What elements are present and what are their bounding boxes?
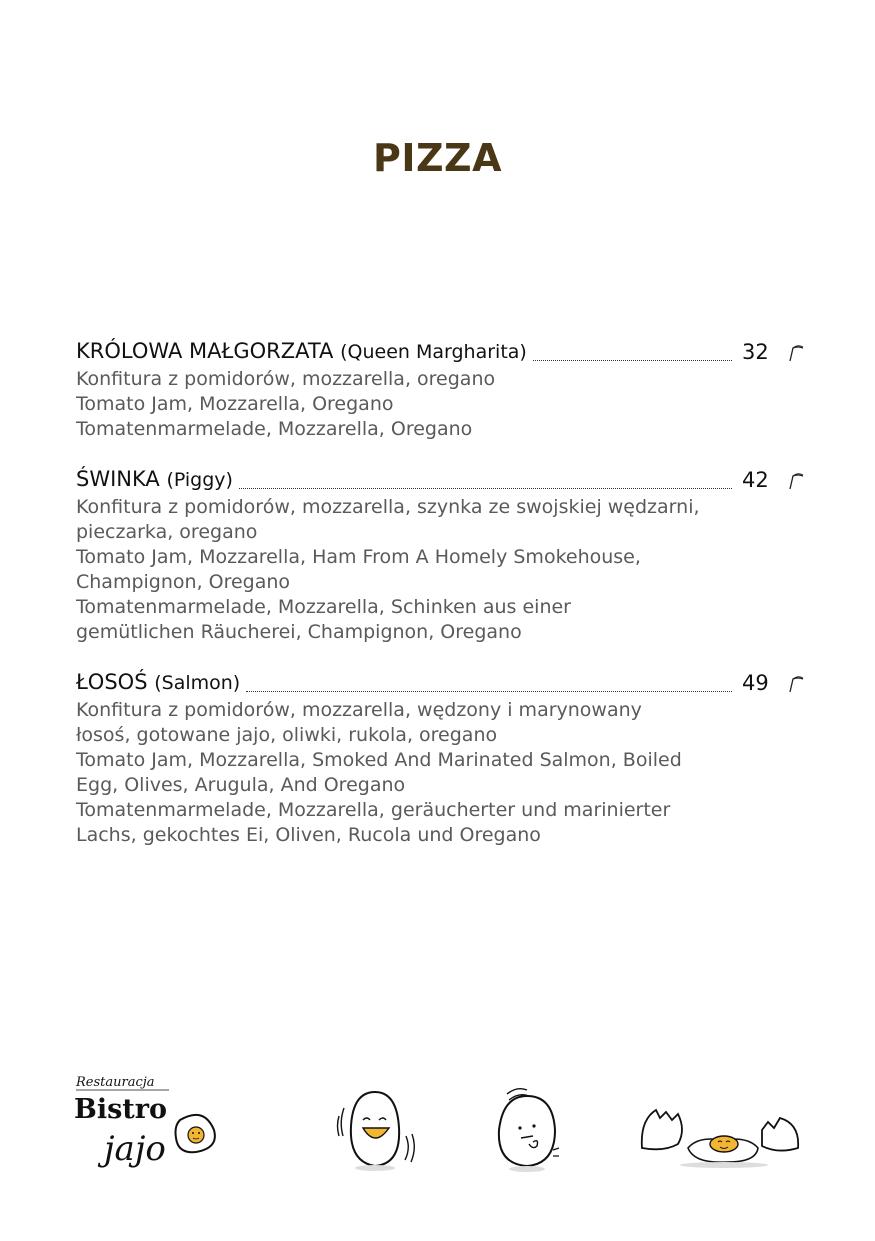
dot-leader bbox=[533, 359, 732, 361]
menu-item-header bbox=[76, 463, 806, 495]
menu-item bbox=[76, 335, 806, 442]
item-name: KRÓLOWA MAŁGORZATA (Queen Margharita) bbox=[76, 339, 527, 363]
pizza-slice-icon bbox=[786, 341, 806, 363]
bistro-jajo-logo bbox=[74, 1068, 224, 1178]
item-description-line: Tomato Jam, Mozzarella, Smoked And Marinated Salmon, Boiled bbox=[76, 749, 682, 771]
item-description-line: Tomatenmarmelade, Mozzarella, geräucherter und marinierter bbox=[76, 799, 671, 821]
item-description-line: Konfitura z pomidorów, mozzarella, szynka ze swojskiej wędzarni, bbox=[76, 496, 700, 518]
item-description-line: Lachs, gekochtes Ei, Oliven, Rucola und Oregano bbox=[76, 824, 541, 846]
thinking-egg-icon bbox=[493, 1084, 561, 1174]
page-title: PIZZA bbox=[372, 136, 502, 180]
pizza-slice-icon bbox=[786, 469, 806, 491]
menu-item bbox=[76, 666, 806, 848]
item-description-de: Tomatenmarmelade, Mozzarella, Oregano bbox=[76, 418, 473, 440]
item-description-en: Tomato Jam, Mozzarella, Oregano bbox=[76, 393, 394, 415]
item-price: 32 bbox=[742, 340, 769, 364]
item-name: ŚWINKA (Piggy) bbox=[76, 467, 233, 491]
pizza-slice-icon bbox=[786, 672, 806, 694]
item-name: ŁOSOŚ (Salmon) bbox=[76, 670, 241, 694]
cracked-egg-icon bbox=[638, 1100, 804, 1170]
dot-leader bbox=[246, 690, 732, 692]
laughing-egg-icon bbox=[333, 1086, 417, 1174]
menu-item-header bbox=[76, 335, 806, 367]
item-description-line: Tomatenmarmelade, Mozzarella, Schinken aus einer bbox=[76, 596, 571, 618]
item-price: 42 bbox=[742, 468, 769, 492]
logo-main-text: Bistro bbox=[74, 1094, 167, 1125]
item-description-line: łosoś, gotowane jajo, oliwki, rukola, oregano bbox=[76, 724, 498, 746]
item-description-line: gemütlichen Räucherei, Champignon, Oregano bbox=[76, 621, 522, 643]
logo-script-text: jajo bbox=[104, 1129, 166, 1169]
item-description-line: pieczarka, oregano bbox=[76, 521, 258, 543]
pizza-menu bbox=[76, 335, 806, 869]
item-description-line: Konfitura z pomidorów, mozzarella, wędzony i marynowany bbox=[76, 699, 642, 721]
dot-leader bbox=[239, 487, 732, 489]
item-name-english: (Queen Margharita) bbox=[340, 341, 527, 363]
item-name-english: (Piggy) bbox=[166, 469, 233, 491]
item-description-pl: Konfitura z pomidorów, mozzarella, oregano bbox=[76, 368, 496, 390]
item-description-line: Champignon, Oregano bbox=[76, 571, 291, 593]
menu-item bbox=[76, 463, 806, 645]
logo-top-text: Restauracja bbox=[76, 1075, 155, 1090]
footer-illustrations bbox=[0, 1060, 875, 1180]
item-description-line: Tomato Jam, Mozzarella, Ham From A Homely Smokehouse, bbox=[76, 546, 641, 568]
item-price: 49 bbox=[742, 671, 769, 695]
item-description-line: Egg, Olives, Arugula, And Oregano bbox=[76, 774, 406, 796]
menu-item-header bbox=[76, 666, 806, 698]
item-name-english: (Salmon) bbox=[154, 672, 241, 694]
